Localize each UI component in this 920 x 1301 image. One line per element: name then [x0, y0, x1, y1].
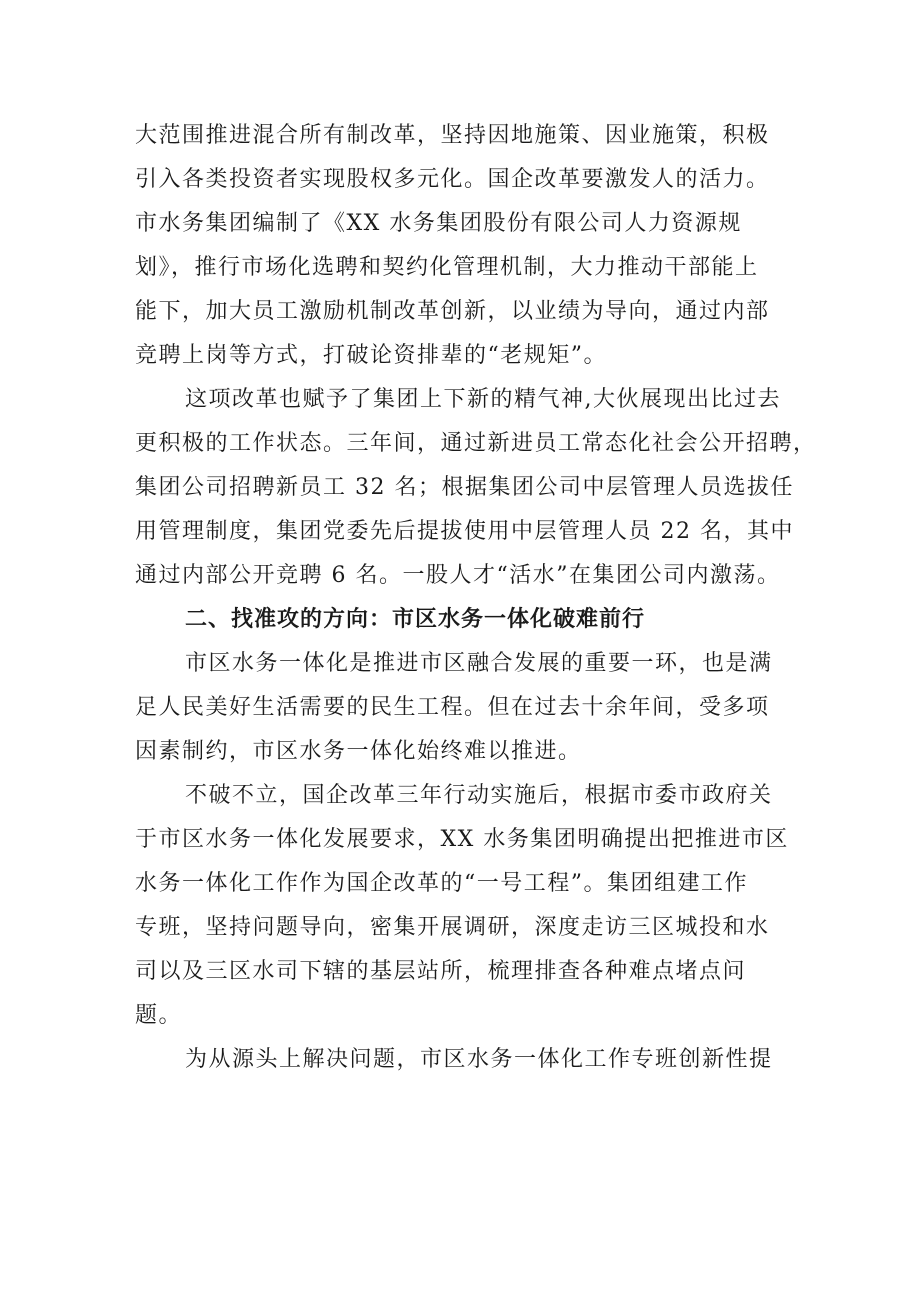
paragraph-5 [135, 1038, 795, 1082]
text-line: 专班，坚持问题导向，密集开展调研，深度走访三区城投和水 [135, 915, 770, 940]
section-heading [135, 598, 795, 642]
text-line: 市水务集团编制了《XX 水务集团股份有限公司人力资源规 [135, 211, 742, 236]
text-line: 市区水务一体化是推进市区融合发展的重要一环，也是满 [185, 651, 773, 676]
text-line: 题。 [135, 1003, 183, 1028]
text-line: 司以及三区水司下辖的基层站所，梳理排查各种难点堵点问 [135, 959, 747, 984]
paragraph-1 [135, 114, 795, 378]
text-line: 足人民美好生活需要的民生工程。但在过去十余年间，受多项 [135, 695, 770, 720]
text-line: 于市区水务一体化发展要求，XX 水务集团明确提出把推进市区 [135, 827, 789, 852]
text-line: 为从源头上解决问题，市区水务一体化工作专班创新性提 [185, 1047, 773, 1072]
paragraph-2 [135, 378, 817, 598]
text-line: 通过内部公开竞聘 6 名。一股人才“活水”在集团公司内激荡。 [135, 563, 781, 588]
text-line: 用管理制度，集团党委先后提拔使用中层管理人员 22 名，其中 [135, 519, 794, 544]
document-body [135, 114, 817, 1082]
text-line: 大范围推进混合所有制改革，坚持因地施策、因业施策，积极 [135, 123, 770, 148]
text-line: 水务一体化工作作为国企改革的“一号工程”。集团组建工作 [135, 871, 748, 896]
text-line: 引入各类投资者实现股权多元化。国企改革要激发人的活力。 [135, 167, 770, 192]
text-line: 不破不立，国企改革三年行动实施后，根据市委市政府关 [185, 783, 773, 808]
paragraph-3 [135, 642, 795, 774]
paragraph-4 [135, 774, 795, 1038]
text-line: 因素制约，市区水务一体化始终难以推进。 [135, 739, 582, 764]
text-line: 划》，推行市场化选聘和契约化管理机制，大力推动干部能上 [135, 255, 759, 280]
text-line: 竞聘上岗等方式，打破论资排辈的“老规矩”。 [135, 343, 607, 368]
text-line: 更积极的工作状态。三年间，通过新进员工常态化社会公开招聘， [135, 431, 817, 456]
text-line: 能下，加大员工激励机制改革创新，以业绩为导向，通过内部 [135, 299, 770, 324]
section-heading-text: 二、找准攻的方向：市区水务一体化破难前行 [185, 607, 646, 632]
text-line: 这项改革也赋予了集团上下新的精气神,大伙展现出比过去 [185, 387, 781, 412]
text-line: 集团公司招聘新员工 32 名；根据集团公司中层管理人员选拔任 [135, 475, 794, 500]
